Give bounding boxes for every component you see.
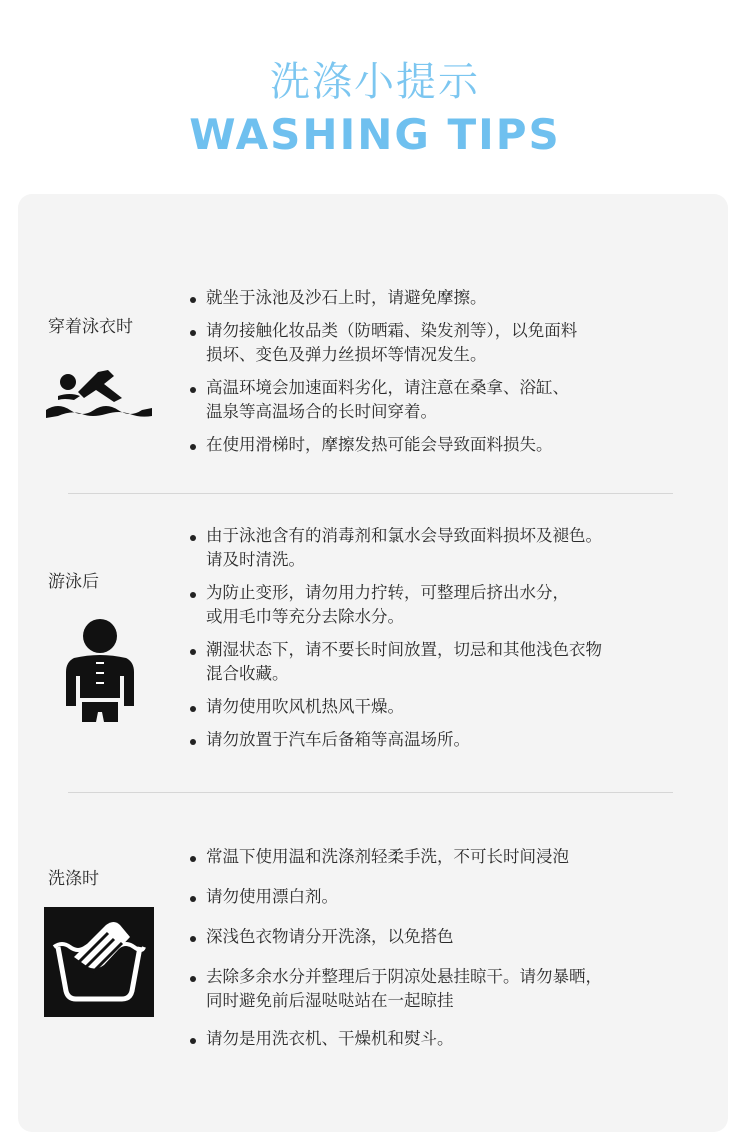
tip-item: 潮湿状态下，请不要长时间放置，切忌和其他浅色衣物 混合收藏。 bbox=[188, 638, 713, 686]
tip-item: 深浅色衣物请分开洗涤，以免搭色 bbox=[188, 925, 713, 949]
person-icon bbox=[62, 618, 138, 730]
section-label-after-swim: 游泳后 bbox=[48, 572, 99, 592]
hand-wash-icon bbox=[44, 907, 154, 1017]
section-label-washing: 洗涤时 bbox=[48, 869, 99, 889]
tip-item: 高温环境会加速面料劣化，请注意在桑拿、浴缸、 温泉等高温场合的长时间穿着。 bbox=[188, 376, 713, 424]
tip-item: 去除多余水分并整理后于阴凉处悬挂晾干。请勿暴晒， 同时避免前后湿哒哒站在一起晾挂 bbox=[188, 965, 713, 1013]
page-title-cn: 洗涤小提示 bbox=[270, 59, 480, 105]
tips-list-washing bbox=[188, 845, 713, 1060]
tip-item: 请勿放置于汽车后备箱等高温场所。 bbox=[188, 728, 713, 752]
tip-item: 就坐于泳池及沙石上时，请避免摩擦。 bbox=[188, 286, 713, 310]
page-title-en: WASHING TIPS bbox=[189, 110, 561, 159]
tip-item: 由于泳池含有的消毒剂和氯水会导致面料损坏及褪色。 请及时清洗。 bbox=[188, 524, 713, 572]
swimmer-icon bbox=[44, 362, 154, 426]
tip-item: 常温下使用温和洗涤剂轻柔手洗，不可长时间浸泡 bbox=[188, 845, 713, 869]
tips-list-wearing bbox=[188, 286, 713, 466]
tips-list-after-swim bbox=[188, 524, 713, 761]
section-divider bbox=[68, 792, 673, 793]
tip-item: 请勿是用洗衣机、干燥机和熨斗。 bbox=[188, 1027, 713, 1051]
tips-card bbox=[18, 194, 728, 1132]
tip-item: 请勿使用吹风机热风干燥。 bbox=[188, 695, 713, 719]
tip-item: 请勿接触化妆品类（防晒霜、染发剂等），以免面料 损坏、变色及弹力丝损坏等情况发生。 bbox=[188, 319, 713, 367]
tip-item: 在使用滑梯时，摩擦发热可能会导致面料损失。 bbox=[188, 433, 713, 457]
section-label-wearing: 穿着泳衣时 bbox=[48, 317, 133, 337]
tip-item: 为防止变形，请勿用力拧转，可整理后挤出水分， 或用毛巾等充分去除水分。 bbox=[188, 581, 713, 629]
section-divider bbox=[68, 493, 673, 494]
tip-item: 请勿使用漂白剂。 bbox=[188, 885, 713, 909]
